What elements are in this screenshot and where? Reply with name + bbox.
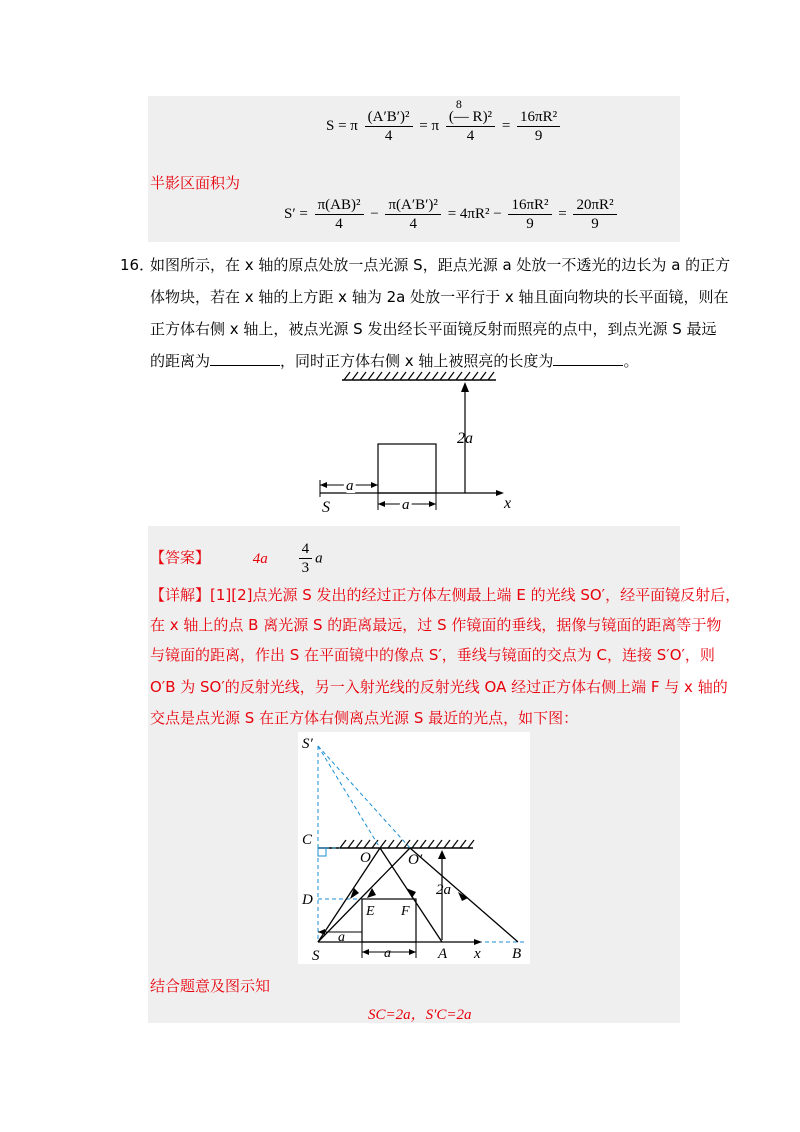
- conclusion-equation: SC=2a，S′C=2a: [368, 1007, 472, 1023]
- penumbra-label: 半影区面积为: [150, 174, 241, 192]
- eq1-frac3: $\frac{\text{16πR²}}{9}$: [517, 108, 560, 145]
- label-a2: a: [384, 946, 391, 961]
- eq1-equals: =: [501, 117, 511, 134]
- eq1-frac1: $\frac{\text{(A′B′)²}}{4}$: [365, 108, 413, 145]
- label-A: A: [438, 946, 448, 962]
- label-2a-2: 2a: [436, 882, 451, 898]
- answer-value-2: $\frac{4}{3}$: [299, 540, 313, 577]
- solution-figure: [298, 732, 530, 964]
- detail-line-3: 与镜面的距离，作出 S 在平面镜中的像点 S′，垂线与镜面的交点为 C，连接 S′O′，则: [150, 646, 715, 664]
- question-line-1: 如图所示，在 x 轴的原点处放一点光源 S，距点光源 a 处放一不透光的边长为 a 的正方: [150, 256, 731, 274]
- question-line-2: 体物块，若在 x 轴的上方距 x 轴为 2a 处放一平行于 x 轴且面向物块的长平面镜，则在: [150, 288, 729, 306]
- question-number: 16．: [120, 256, 155, 274]
- label-x: x: [504, 495, 512, 512]
- question-line-4: 的距离为 ，同时正方体右侧 x 轴上被照亮的长度为 。: [150, 352, 639, 370]
- label-F: F: [401, 904, 410, 919]
- label-2a: 2a: [457, 430, 473, 447]
- label-a-box: a: [402, 497, 410, 513]
- area-equation-umbra: [326, 97, 563, 145]
- label-B: B: [512, 946, 522, 962]
- label-x-2: x: [474, 946, 481, 962]
- area-equation-penumbra: S′ = $\frac{\text{π(AB)²}}{4}$ − $\frac{\text{π(A′B′)²}}{4}$ = 4πR² − $\frac{\text{16πR²}}{9}$ = $\frac{\text{20πR²}}{9}$: [284, 196, 620, 233]
- label-a-left: a: [346, 478, 354, 494]
- label-a1: a: [338, 930, 345, 945]
- label-C: C: [302, 832, 313, 848]
- label-S: S: [322, 499, 330, 516]
- question-line-3: 正方体右侧 x 轴上，被点光源 S 发出经长平面镜反射而照亮的点中，到点光源 S 最远: [150, 320, 717, 338]
- detail-line-5: 交点是点光源 S 在正方体右侧离点光源 S 最近的光点，如下图：: [150, 709, 579, 727]
- answer-tag: 【答案】: [150, 548, 211, 567]
- label-S-2: S: [312, 948, 320, 964]
- eq1-mid: = π: [419, 117, 440, 134]
- detail-line-2: 在 x 轴上的点 B 离光源 S 的距离最远，过 S 作镜面的垂线，据像与镜面的距离等于物: [150, 616, 722, 634]
- answer-blank-2[interactable]: [553, 351, 623, 366]
- answer-blank-1[interactable]: [210, 351, 280, 366]
- eq1-lhs: S = π: [326, 117, 358, 134]
- label-O: O: [360, 850, 371, 866]
- label-S-prime: S′: [302, 736, 313, 752]
- mirror-hatching: [344, 372, 494, 380]
- detail-line-4: O′B 为 SO′的反射光线，另一入射光线的反射光线 OA 经过正方体右侧上端 F 与 x 轴的: [150, 678, 728, 696]
- cube-block: [378, 444, 436, 493]
- eq1-frac2: 8 (— R)² 4: [446, 108, 495, 145]
- detail-line-1: 【详解】[1][2]点光源 S 发出的经过正方体左侧最上端 E 的光线 SO′，经平面镜反射后，: [150, 586, 741, 604]
- conclusion-text: 结合题意及图示知: [150, 977, 271, 995]
- label-D: D: [302, 892, 313, 908]
- answer-row: 【答案】 4a $\frac{4}{3}$ a: [150, 541, 323, 576]
- label-E: E: [366, 904, 375, 919]
- label-O-prime: O′: [408, 852, 423, 868]
- answer-value-1: 4a: [252, 550, 268, 567]
- question-figure: [310, 370, 530, 520]
